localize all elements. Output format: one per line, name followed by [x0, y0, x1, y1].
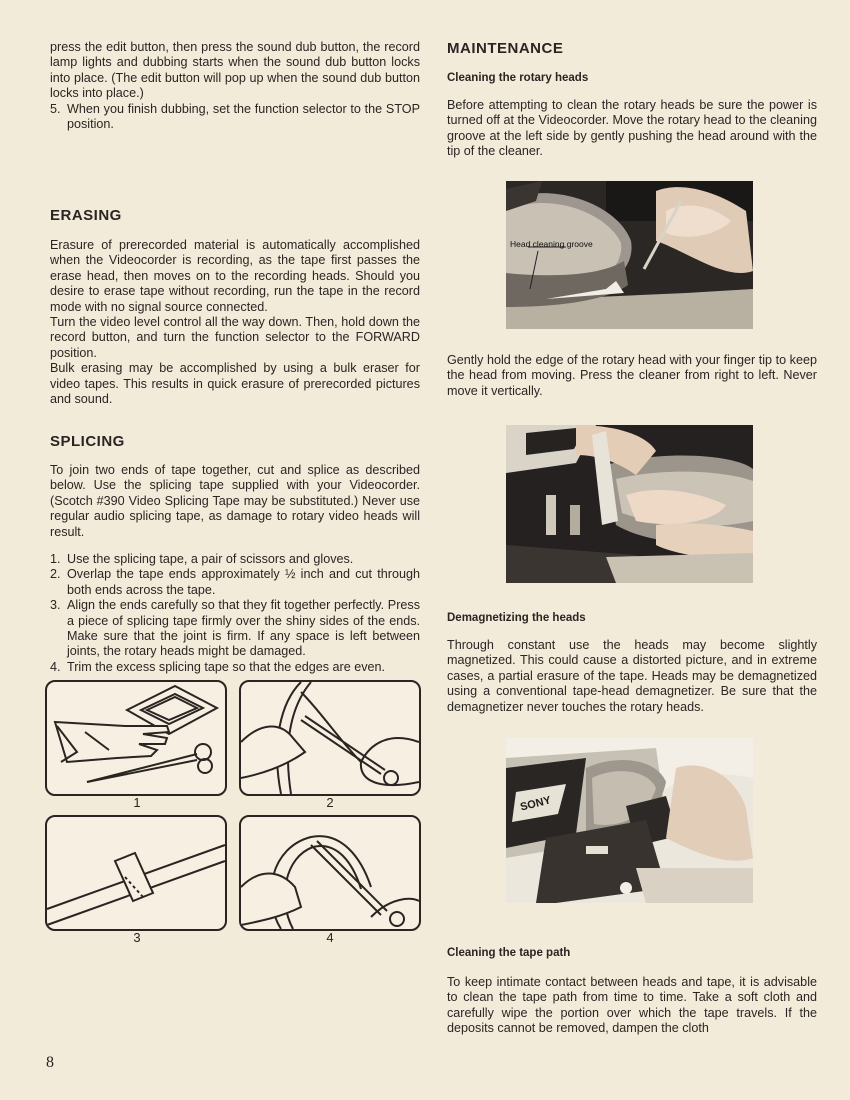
- photo-cleaning-rotary-head: [506, 425, 753, 583]
- splicing-step: [50, 567, 420, 598]
- splicing-illustration-4: [239, 815, 421, 931]
- figure-label-4: 4: [326, 930, 334, 945]
- step-number: 1.: [50, 552, 61, 567]
- tape-path-section: [447, 975, 817, 1037]
- trimming-tape-drawing: [241, 817, 419, 929]
- splicing-illustration-1: [45, 680, 227, 796]
- erasing-paragraph-2: Turn the video level control all the way down. Then, hold down the record button, and turn the function selector to the FORWARD position.: [50, 315, 420, 360]
- splicing-illustration-3: [45, 815, 227, 931]
- splicing-step: [50, 660, 420, 675]
- rotary-head-photo: [506, 181, 753, 329]
- figure-label-1: 1: [133, 795, 141, 810]
- splicing-step: [50, 598, 420, 660]
- cleaning-heads-paragraph-2-wrap: [447, 353, 817, 399]
- gloves-scissors-drawing: [47, 682, 225, 794]
- step-number: 4.: [50, 659, 61, 674]
- step-number: 5.: [50, 101, 61, 116]
- intro-paragraph: press the edit button, then press the sound dub button, the record lamp lights and dubbing starts when the sound dub button locks into place. (The edit button will pop up when the sound dub button locks into place.): [50, 40, 420, 101]
- dubbing-step-5: [50, 102, 420, 133]
- step-text: Overlap the tape ends approximately ½ inch and cut through both ends across the tape.: [67, 567, 420, 597]
- step-number: 2.: [50, 567, 61, 582]
- cleaning-rotary-heads-subheading: Cleaning the rotary heads: [447, 72, 589, 84]
- erasing-section: [50, 238, 420, 407]
- figure-label-3: 3: [133, 930, 141, 945]
- splicing-step: [50, 552, 420, 567]
- photo-demagnetizer: [506, 738, 753, 903]
- photo-head-cleaning-groove: [506, 181, 753, 329]
- maintenance-heading: MAINTENANCE: [447, 40, 564, 57]
- splicing-illustration-2: [239, 680, 421, 796]
- step-text: Align the ends carefully so that they fit together perfectly. Press a piece of splicing tape firmly over the shiny sides of the ends. Make sure that the joint is firm. If any space is left between joints, the rotary heads might be damaged.: [67, 598, 420, 659]
- cleaning-heads-paragraph-2: Gently hold the edge of the rotary head with your finger tip to keep the head from moving. Press the cleaner from right to left. Never move it vertically.: [447, 353, 817, 398]
- demagnetizing-section: [447, 638, 817, 715]
- cleaner-on-head-photo: [506, 425, 753, 583]
- step-text: When you finish dubbing, set the function selector to the STOP position.: [67, 101, 420, 132]
- splicing-heading: SPLICING: [50, 433, 125, 450]
- demagnetizer-photo: [506, 738, 753, 903]
- cleaning-heads-paragraph-1: Before attempting to clean the rotary heads be sure the power is turned off at the Videocorder. Move the rotary head to the cleaning groove at the left side by gently pushing the head around with the tip of the cleaner.: [447, 98, 817, 159]
- figure-label-2: 2: [326, 795, 334, 810]
- left-column: [50, 40, 420, 132]
- sony-logo: SONY: [519, 794, 553, 814]
- step-number: 3.: [50, 598, 61, 613]
- splicing-step-list: [50, 552, 420, 675]
- erasing-paragraph-3: Bulk erasing may be accomplished by using a bulk eraser for video tapes. This results in quick erasure of prerecorded pictures and sound.: [50, 361, 420, 407]
- demagnetizing-subheading: Demagnetizing the heads: [447, 612, 586, 624]
- demagnetizing-paragraph: Through constant use the heads may become slightly magnetized. This could cause a distorted picture, and in extreme cases, a partial erasure of the tape. Heads may be demagnetized using a conventional tape-head demagnetizer. Be sure that the demagnetizer never touches the rotary heads.: [447, 638, 817, 714]
- tape-path-paragraph: To keep intimate contact between heads and tape, it is advisable to clean the tape path from time to time. Take a soft cloth and carefully wipe the portion over which the tape travels. If the deposits cannot be removed, dampen the cloth: [447, 975, 817, 1036]
- step-text: Use the splicing tape, a pair of scissors and gloves.: [67, 552, 354, 567]
- erasing-paragraph-1: Erasure of prerecorded material is automatically accomplished when the Videocorder is recording, as the tape first passes the erase head, then moves on to the recording heads. Should you desire to erase tape without recording, run the tape in the record mode with no signal source connected.: [50, 238, 420, 314]
- cleaning-tape-path-subheading: Cleaning the tape path: [447, 947, 571, 959]
- splicing-intro: To join two ends of tape together, cut and splice as described below. Use the splicing tape supplied with your Videocorder. (Scotch #390 Video Splicing Tape may be substituted.) Never use regular audio splicing tape, as damage to rotary video heads will result.: [50, 463, 420, 539]
- splicing-section: [50, 463, 420, 675]
- page-number: 8: [46, 1054, 54, 1071]
- dubbing-step-list: [50, 102, 420, 133]
- splicing-tape-applied-drawing: [47, 817, 225, 929]
- erasing-heading: ERASING: [50, 207, 122, 224]
- step-text: Trim the excess splicing tape so that the edges are even.: [67, 659, 386, 674]
- cleaning-heads-intro: [447, 98, 817, 160]
- cutting-tape-drawing: [241, 682, 419, 794]
- head-cleaning-groove-label: Head cleaning groove: [510, 239, 593, 249]
